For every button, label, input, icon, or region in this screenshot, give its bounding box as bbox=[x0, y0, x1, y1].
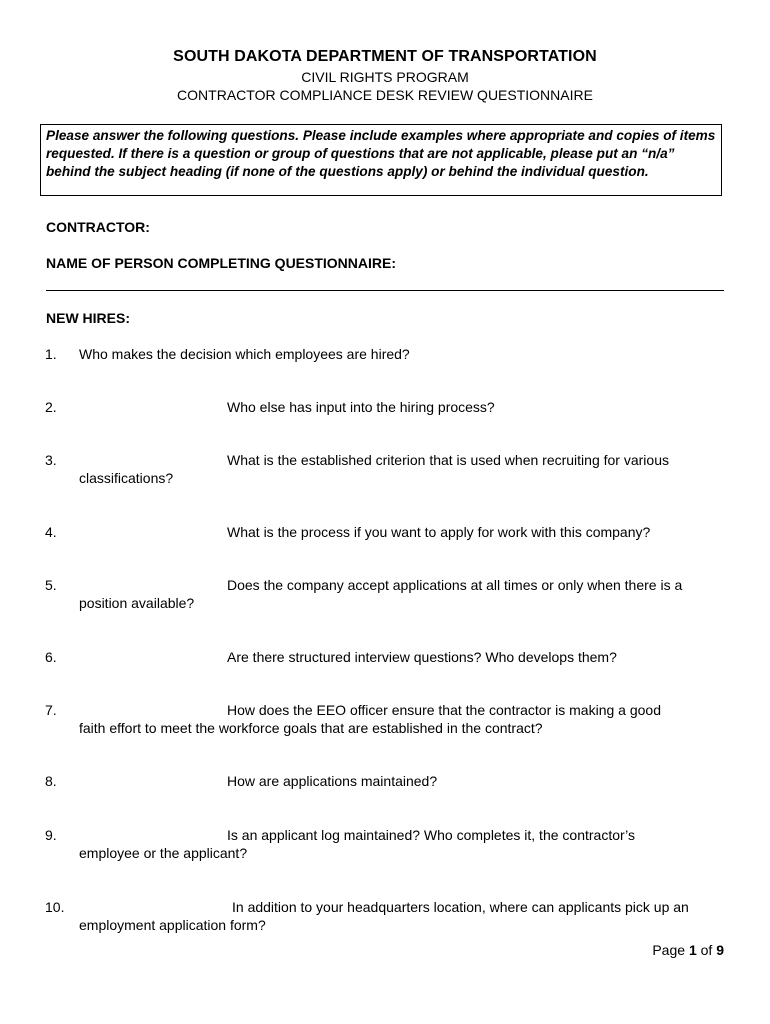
page-number bbox=[652, 942, 724, 958]
question-text: Who else has input into the hiring process? bbox=[227, 399, 495, 415]
question-number: 10. bbox=[45, 899, 65, 915]
question-number: 6. bbox=[45, 649, 57, 665]
question-text: Does the company accept applications at all times or only when there is a bbox=[227, 577, 683, 593]
question-text-continued: classifications? bbox=[79, 470, 174, 486]
question-text-continued: employee or the applicant? bbox=[79, 845, 248, 861]
instructions-box: Please answer the following questions. Please include examples where appropriate and copies of items requested. If there is a question or group of questions that are not applicable, please put an “n/a” behind the subject heading (if none of the questions apply) or behind the individual question. bbox=[40, 124, 722, 196]
question-text: What is the established criterion that is used when recruiting for various bbox=[227, 452, 669, 468]
question-text: Is an applicant log maintained? Who completes it, the contractor’s bbox=[227, 827, 636, 843]
program-subtitle: CIVIL RIGHTS PROGRAM bbox=[301, 69, 469, 85]
question-number: 3. bbox=[45, 452, 57, 468]
of-word: of bbox=[700, 942, 713, 958]
question-text: How does the EEO officer ensure that the contractor is making a good bbox=[227, 702, 661, 718]
question-number: 2. bbox=[45, 399, 57, 415]
total-pages: 9 bbox=[716, 942, 724, 958]
question-number: 5. bbox=[45, 577, 57, 593]
question-text: Are there structured interview questions? Who develops them? bbox=[227, 649, 617, 665]
question-text: In addition to your headquarters location, where can applicants pick up an bbox=[232, 899, 689, 915]
question-number: 1. bbox=[45, 346, 57, 362]
question-number: 9. bbox=[45, 827, 57, 843]
document-title: SOUTH DAKOTA DEPARTMENT OF TRANSPORTATION bbox=[173, 48, 597, 65]
questionnaire-subtitle: CONTRACTOR COMPLIANCE DESK REVIEW QUESTIONNAIRE bbox=[177, 87, 593, 103]
section-heading-new-hires: NEW HIRES: bbox=[46, 310, 130, 326]
signature-line bbox=[46, 290, 724, 291]
question-text-continued: employment application form? bbox=[79, 917, 266, 933]
person-completing-label: NAME OF PERSON COMPLETING QUESTIONNAIRE: bbox=[46, 255, 397, 271]
contractor-label: CONTRACTOR: bbox=[46, 219, 150, 235]
question-number: 8. bbox=[45, 773, 57, 789]
current-page: 1 bbox=[688, 942, 697, 958]
question-number: 4. bbox=[45, 524, 57, 540]
question-text: What is the process if you want to apply for work with this company? bbox=[227, 524, 651, 540]
page-word: Page bbox=[652, 942, 686, 958]
question-text-continued: faith effort to meet the workforce goals that are established in the contract? bbox=[79, 720, 543, 736]
question-text: How are applications maintained? bbox=[227, 773, 438, 789]
question-number: 7. bbox=[45, 702, 57, 718]
question-text-continued: position available? bbox=[79, 595, 195, 611]
question-text: Who makes the decision which employees are hired? bbox=[79, 346, 410, 362]
